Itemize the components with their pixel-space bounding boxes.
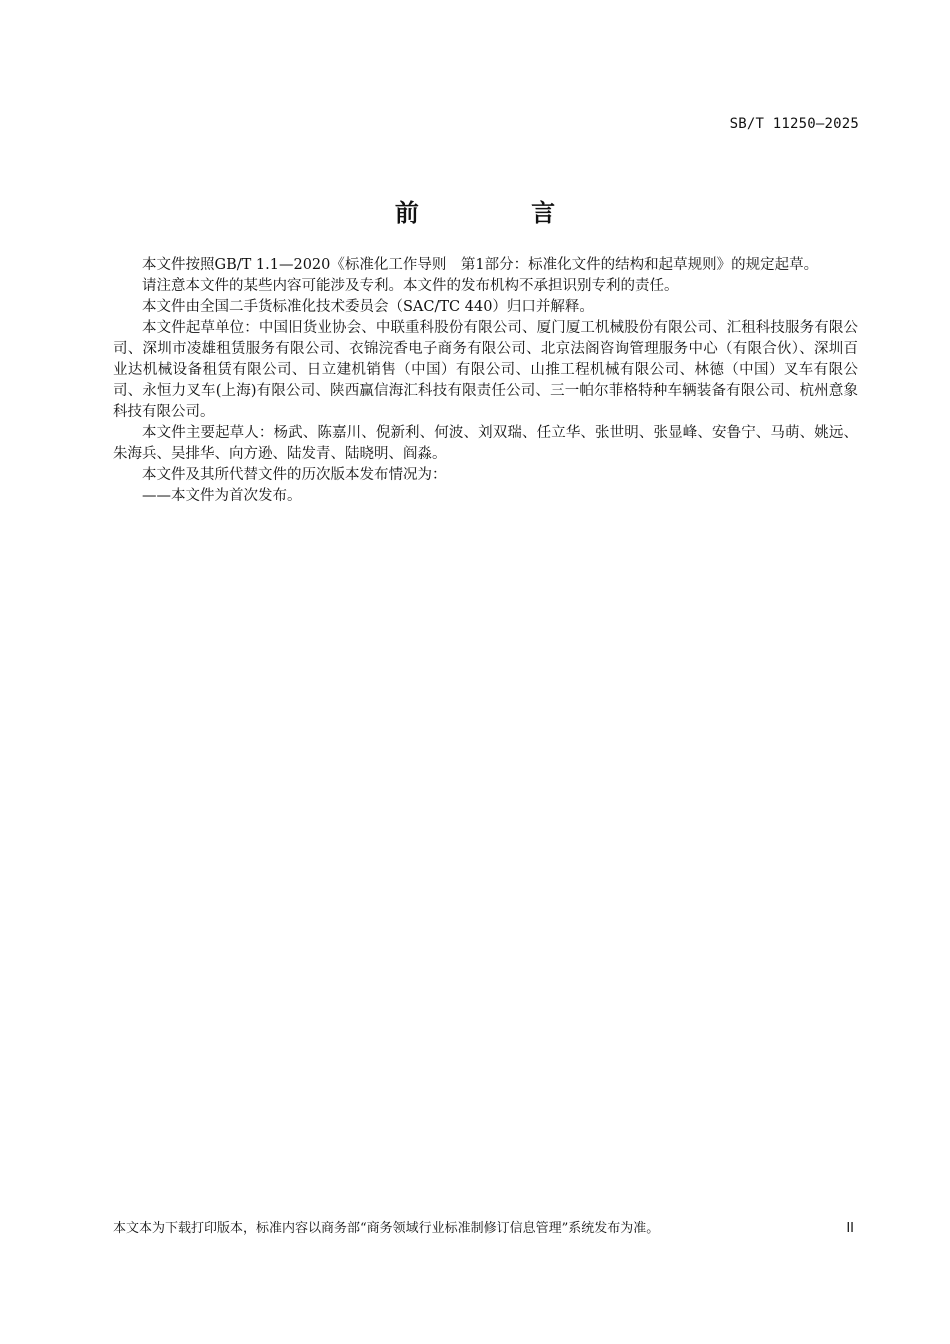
paragraph-drafters: 本文件主要起草人：杨武、陈嘉川、倪新利、何波、刘双瑞、任立华、张世明、张显峰、安鲁宁、马萌、姚远、朱海兵、吴排华、向方逊、陆发青、陆晓明、阎淼。 <box>113 425 858 462</box>
paragraph-drafting-units: 本文件起草单位：中国旧货业协会、中联重科股份有限公司、厦门厦工机械股份有限公司、汇租科技服务有限公司、深圳市凌雄租赁服务有限公司、衣锦浣香电子商务有限公司、北京法阁咨询管理服务中心（有限合伙）、深圳百业达机械设备租赁有限公司、日立建机销售（中国）有限公司、山推工程机械有限公司、林德（中国）叉车有限公司、永恒力叉车(上海)有限公司、陕西赢信海汇科技有限责任公司、三一帕尔菲格特种车辆装备有限公司、杭州意象科技有限公司。 <box>113 320 858 420</box>
paragraph-drafting-rules: 本文件按照GB/T 1.1—2020《标准化工作导则 第1部分：标准化文件的结构和起草规则》的规定起草。 <box>142 257 819 273</box>
document-code: SB/T 11250—2025 <box>729 116 859 132</box>
page-number: II <box>846 1221 854 1236</box>
paragraph-committee: 本文件由全国二手货标准化技术委员会（SAC/TC 440）归口并解释。 <box>142 299 594 315</box>
page-footer <box>113 1220 858 1238</box>
paragraph-patent-notice: 请注意本文件的某些内容可能涉及专利。本文件的发布机构不承担识别专利的责任。 <box>142 278 679 294</box>
paragraph-first-release: ——本文件为首次发布。 <box>142 488 302 504</box>
foreword-body <box>113 255 858 507</box>
page-title: 前 言 <box>394 199 608 227</box>
paragraph-version-history: 本文件及其所代替文件的历次版本发布情况为： <box>142 467 447 483</box>
footer-note: 本文本为下载打印版本，标准内容以商务部“商务领域行业标准制修订信息管理”系统发布为准。 <box>113 1221 660 1236</box>
